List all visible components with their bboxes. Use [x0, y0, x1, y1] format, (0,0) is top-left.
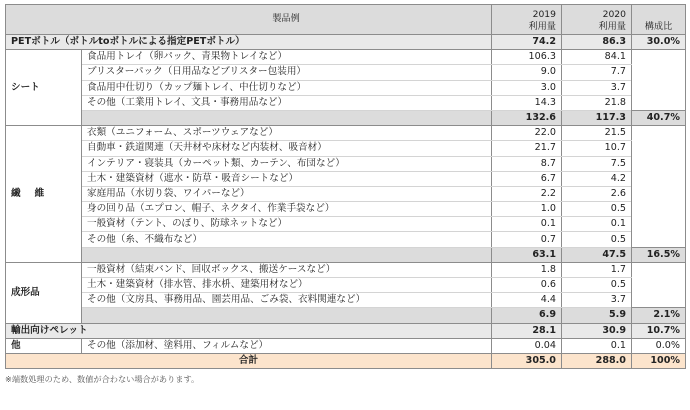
fiber-subtotal-ratio: 16.5% [632, 247, 686, 262]
table-row [6, 186, 686, 201]
sheet-subtotal-2019: 132.6 [492, 110, 562, 125]
fiber-item-2020: 7.5 [562, 156, 632, 171]
usage-table-container [5, 4, 685, 385]
fiber-ratio-blank [632, 126, 686, 248]
molded-subtotal-row [6, 308, 686, 323]
fiber-item-name: 衣類（ユニフォーム、スポーツウェアなど） [82, 126, 492, 141]
header-2019 [492, 5, 562, 35]
table-row [6, 65, 686, 80]
fiber-item-name: 土木・建築資材（遮水・防草・吸音シートなど） [82, 171, 492, 186]
table-row [6, 202, 686, 217]
fiber-item-name: 自動車・鉄道関連（天井材や床材など内装材、吸音材） [82, 141, 492, 156]
pet-bottle-2020: 86.3 [562, 35, 632, 50]
header-ratio: 構成比 [632, 5, 686, 35]
fiber-item-2020: 0.5 [562, 202, 632, 217]
molded-item-name: 一般資材（結束バンド、回収ボックス、搬送ケースなど） [82, 262, 492, 277]
total-2020: 288.0 [562, 353, 632, 368]
export-pellet-label: 輸出向けペレット [6, 323, 492, 338]
fiber-subtotal-2019: 63.1 [492, 247, 562, 262]
sheet-item-2020: 84.1 [562, 50, 632, 65]
sheet-item-name: 食品用中仕切り（カップ麺トレイ、中仕切りなど） [82, 80, 492, 95]
table-row [6, 156, 686, 171]
fiber-item-2020: 21.5 [562, 126, 632, 141]
table-row [6, 171, 686, 186]
fiber-item-2020: 0.1 [562, 217, 632, 232]
fiber-item-2020: 10.7 [562, 141, 632, 156]
fiber-item-2019: 0.7 [492, 232, 562, 247]
total-2019: 305.0 [492, 353, 562, 368]
other-2019: 0.04 [492, 338, 562, 353]
sheet-item-name: 食品用トレイ（卵パック、青果物トレイなど） [82, 50, 492, 65]
sheet-item-2019: 106.3 [492, 50, 562, 65]
export-pellet-row [6, 323, 686, 338]
fiber-item-name: その他（糸、不織布など） [82, 232, 492, 247]
total-label: 合計 [6, 353, 492, 368]
fiber-item-2019: 0.1 [492, 217, 562, 232]
fiber-item-name: 家庭用品（水切り袋、ワイパーなど） [82, 186, 492, 201]
pet-bottle-label: PETボトル（ボトルtoボトルによる指定PETボトル） [6, 35, 492, 50]
molded-subtotal-label-blank [82, 308, 492, 323]
fiber-item-2019: 8.7 [492, 156, 562, 171]
table-header-row [6, 5, 686, 35]
molded-item-2019: 1.8 [492, 262, 562, 277]
total-ratio: 100% [632, 353, 686, 368]
category-other: 他 [6, 338, 82, 353]
export-pellet-2020: 30.9 [562, 323, 632, 338]
molded-item-2020: 3.7 [562, 293, 632, 308]
fiber-item-name: 一般資材（テント、のぼり、防球ネットなど） [82, 217, 492, 232]
table-row [6, 141, 686, 156]
fiber-item-2019: 2.2 [492, 186, 562, 201]
header-2020-sub: 利用量 [598, 21, 626, 32]
fiber-item-2020: 0.5 [562, 232, 632, 247]
footnote: ※端数処理のため、数値が合わない場合があります。 [5, 374, 200, 385]
fiber-item-2019: 21.7 [492, 141, 562, 156]
table-row [6, 95, 686, 110]
fiber-subtotal-2020: 47.5 [562, 247, 632, 262]
fiber-item-name: インテリア・寝装具（カーペット類、カーテン、布団など） [82, 156, 492, 171]
fiber-subtotal-row [6, 247, 686, 262]
fiber-item-2019: 22.0 [492, 126, 562, 141]
pet-bottle-2019: 74.2 [492, 35, 562, 50]
category-molded: 成形品 [6, 262, 82, 323]
table-row [6, 262, 686, 277]
other-2020: 0.1 [562, 338, 632, 353]
header-2019-year: 2019 [532, 9, 556, 20]
sheet-item-2019: 3.0 [492, 80, 562, 95]
pet-bottle-row [6, 35, 686, 50]
header-2019-sub: 利用量 [528, 21, 556, 32]
other-ratio: 0.0% [632, 338, 686, 353]
sheet-item-2020: 21.8 [562, 95, 632, 110]
fiber-item-2020: 4.2 [562, 171, 632, 186]
table-row [6, 293, 686, 308]
export-pellet-ratio: 10.7% [632, 323, 686, 338]
sheet-item-name: その他（工業用トレイ、文具・事務用品など） [82, 95, 492, 110]
molded-subtotal-2020: 5.9 [562, 308, 632, 323]
fiber-subtotal-label-blank [82, 247, 492, 262]
category-fiber [6, 126, 82, 263]
molded-subtotal-ratio: 2.1% [632, 308, 686, 323]
sheet-subtotal-label-blank [82, 110, 492, 125]
table-row [6, 217, 686, 232]
molded-item-name: 土木・建築資材（排水管、排水枡、建築用材など） [82, 278, 492, 293]
sheet-item-name: ブリスターパック（日用品などブリスター包装用） [82, 65, 492, 80]
category-sheet: シート [6, 50, 82, 126]
sheet-item-2020: 7.7 [562, 65, 632, 80]
sheet-item-2019: 9.0 [492, 65, 562, 80]
molded-ratio-blank [632, 262, 686, 308]
header-2020-year: 2020 [602, 9, 626, 20]
total-row [6, 353, 686, 368]
sheet-item-2019: 14.3 [492, 95, 562, 110]
pet-bottle-ratio: 30.0% [632, 35, 686, 50]
recycled-pet-usage-table [5, 4, 686, 369]
table-row [6, 80, 686, 95]
sheet-ratio-blank [632, 50, 686, 111]
fiber-item-2020: 2.6 [562, 186, 632, 201]
molded-item-2019: 4.4 [492, 293, 562, 308]
other-item-name: その他（添加材、塗料用、フィルムなど） [82, 338, 492, 353]
table-row [6, 232, 686, 247]
sheet-subtotal-2020: 117.3 [562, 110, 632, 125]
fiber-item-name: 身の回り品（エプロン、帽子、ネクタイ、作業手袋など） [82, 202, 492, 217]
molded-item-name: その他（文房具、事務用品、園芸用品、ごみ袋、衣料関連など） [82, 293, 492, 308]
fiber-item-2019: 6.7 [492, 171, 562, 186]
molded-item-2020: 1.7 [562, 262, 632, 277]
table-row [6, 50, 686, 65]
sheet-subtotal-ratio: 40.7% [632, 110, 686, 125]
molded-item-2020: 0.5 [562, 278, 632, 293]
category-fiber-label: 繊維 [11, 187, 59, 199]
molded-subtotal-2019: 6.9 [492, 308, 562, 323]
header-2020 [562, 5, 632, 35]
export-pellet-2019: 28.1 [492, 323, 562, 338]
table-row [6, 278, 686, 293]
sheet-subtotal-row [6, 110, 686, 125]
other-row [6, 338, 686, 353]
sheet-item-2020: 3.7 [562, 80, 632, 95]
fiber-item-2019: 1.0 [492, 202, 562, 217]
table-row [6, 126, 686, 141]
header-product-examples: 製品例 [6, 5, 492, 35]
molded-item-2019: 0.6 [492, 278, 562, 293]
